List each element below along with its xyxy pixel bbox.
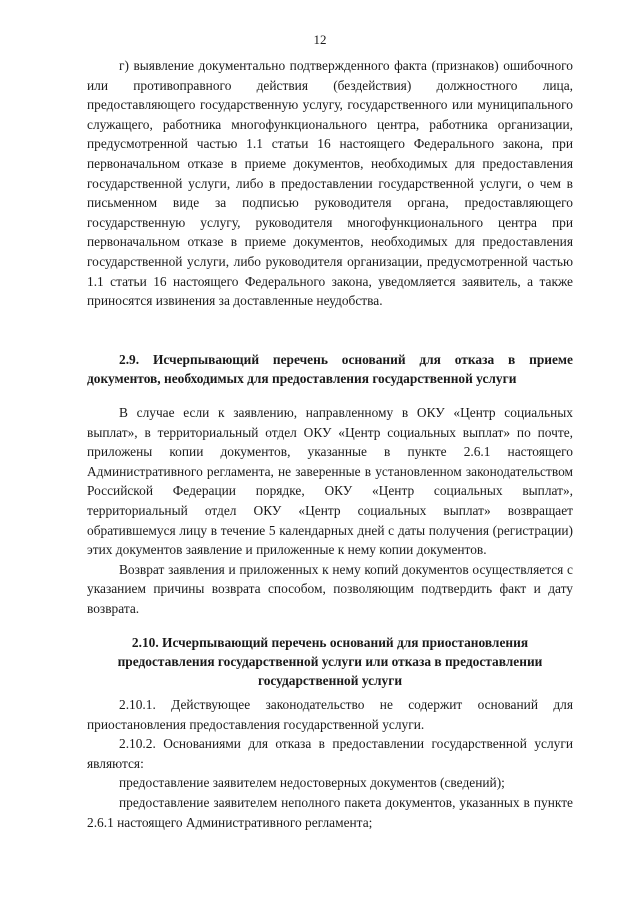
section-2-10-heading: 2.10. Исчерпывающий перечень оснований для приостановления предоставления государственной услуги или отказа в предоставлении государственной услуги (117, 635, 543, 688)
section-2-9-body (87, 403, 573, 619)
section-2-10-paragraph-2: 2.10.2. Основаниями для отказа в предоставлении государственной услуги являются: (87, 736, 573, 771)
section-2-10-item-1: предоставление заявителем недостоверных документов (сведений); (119, 775, 505, 791)
section-2-10-item-2: предоставление заявителем неполного пакета документов, указанных в пункте 2.6.1 настоящего Административного регламента; (87, 794, 573, 830)
section-2-10 (87, 633, 573, 690)
section-2-9-paragraph-2: Возврат заявления и приложенных к нему копий документов осуществляется с указанием причины возврата способом, позволяющим подтвердить факт и дату возврата. (87, 561, 573, 616)
paragraph-g-block (87, 56, 573, 311)
section-2-9-heading: 2.9. Исчерпывающий перечень оснований для отказа в приеме документов, необходимых для предоставления государственной услуги (87, 352, 573, 386)
paragraph-g: г) выявление документально подтвержденного факта (признаков) ошибочного или противоправного действия (бездействия) должностного лица, предоставляющего государственную услугу, государственного или муниципального служащего, работника многофункционального центра, работника организации, предусмотренной частью 1.1 статьи 16 настоящего Федерального закона, при первоначальном отказе в приеме документов, необходимых для предоставления государственной услуги, либо в предоставлении государственной услуги, о чем в письменном виде за подписью руководителя органа, предоставляющего государственную услугу, руководителя многофункционального центра при первоначальном отказе в приеме документов, необходимых для предоставления государственной услуги, либо руководителя организации, предусмотренной частью 1.1 статьи 16 настоящего Федерального закона, уведомляется заявитель, а также приносятся извинения за доставленные неудобства. (87, 58, 573, 309)
section-2-10-body (87, 695, 573, 832)
section-2-10-paragraph-1: 2.10.1. Действующее законодательство не содержит оснований для приостановления предоставления государственной услуги. (87, 697, 573, 732)
section-2-9 (87, 350, 573, 388)
section-2-9-paragraph-1: В случае если к заявлению, направленному в ОКУ «Центр социальных выплат», в территориальный отдел ОКУ «Центр социальных выплат» по почте, приложены копии документов, указанные в пункте 2.6.1 настоящего Административного регламента, не заверенные в установленном законодательством Российской Федерации порядке, ОКУ «Центр социальных выплат», территориальный отдел ОКУ «Центр социальных выплат» возвращает обратившемуся лицу в течение 5 календарных дней с даты получения (регистрации) этих документов заявление и приложенные к нему копии документов. (87, 405, 573, 558)
page-number: 12 (313, 32, 327, 47)
